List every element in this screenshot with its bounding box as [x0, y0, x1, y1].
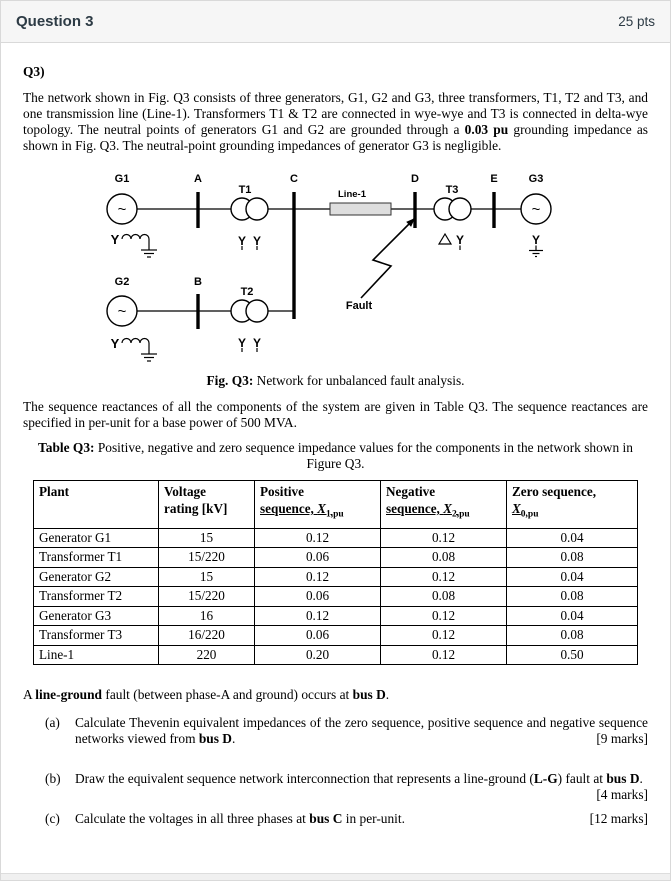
transformer-t1-symbol — [246, 198, 268, 220]
grounding-impedance-coil-icon — [122, 339, 149, 344]
cell-x2: 0.12 — [381, 606, 507, 626]
cell-plant: Generator G1 — [34, 528, 159, 548]
cell-x1: 0.06 — [255, 587, 381, 607]
question-part-c: (c) Calculate the voltages in all three phases at bus C in per-unit. [12 marks] — [45, 811, 648, 827]
label-t1: T1 — [238, 184, 251, 196]
cell-x2: 0.12 — [381, 567, 507, 587]
fault-arrow — [361, 218, 415, 298]
table-row-transformer-t2 — [34, 587, 638, 607]
question-number-label: Q3) — [23, 64, 45, 79]
wye-icon: Y — [110, 336, 119, 351]
delta-icon — [439, 234, 451, 244]
cell-x1: 0.12 — [255, 528, 381, 548]
cell-x0: 0.50 — [507, 645, 638, 665]
cell-kv: 220 — [159, 645, 255, 665]
col-header-zero-seq: Zero sequence, $X_{0,pu}$ — [507, 481, 638, 529]
label-g2: G2 — [114, 276, 129, 288]
cell-kv: 15 — [159, 567, 255, 587]
table-row-generator-g2 — [34, 567, 638, 587]
label-line-1: Line-1 — [337, 189, 366, 200]
cell-kv: 16/220 — [159, 626, 255, 646]
cell-kv: 15 — [159, 528, 255, 548]
question-header-bar — [1, 1, 670, 43]
page-bottom-strip — [1, 873, 670, 880]
label-t3: T3 — [445, 184, 458, 196]
marks-badge: [12 marks] — [589, 811, 648, 827]
question-part-b: (b) Draw the equivalent sequence network interconnection that represents a line-ground (L-G) fault at bus D. [4 marks] — [45, 771, 648, 803]
cell-x0: 0.08 — [507, 587, 638, 607]
label-bus-d: D — [410, 173, 419, 185]
label-bus-e: E — [489, 173, 498, 185]
label-bus-c: C — [289, 173, 298, 185]
col-header-plant: Plant — [34, 481, 159, 529]
marks-badge: [9 marks] — [596, 731, 648, 747]
label-g3: G3 — [528, 173, 543, 185]
question-body — [1, 43, 670, 827]
part-label: (c) — [45, 811, 60, 827]
cell-plant: Transformer T2 — [34, 587, 159, 607]
fault-note: A line-ground fault (between phase-A and ground) occurs at bus D. — [23, 687, 390, 703]
cell-plant: Generator G3 — [34, 606, 159, 626]
wye-icon: Y — [110, 232, 119, 247]
cell-x1: 0.06 — [255, 548, 381, 568]
marks-badge: [4 marks] — [596, 787, 648, 803]
line-1-symbol — [330, 203, 391, 215]
part-label: (b) — [45, 771, 61, 787]
cell-kv: 15/220 — [159, 587, 255, 607]
cell-plant: Line-1 — [34, 645, 159, 665]
cell-x2: 0.08 — [381, 548, 507, 568]
cell-x0: 0.04 — [507, 528, 638, 548]
question-title: Question 3 — [16, 13, 94, 30]
wye-icon: Y — [237, 234, 246, 248]
table-row-generator-g3 — [34, 606, 638, 626]
label-bus-b: B — [193, 276, 202, 288]
part-label: (a) — [45, 715, 60, 731]
cell-kv: 15/220 — [159, 548, 255, 568]
g3-tilde-icon: ~ — [531, 201, 540, 218]
cell-x1: 0.12 — [255, 567, 381, 587]
label-g1: G1 — [114, 173, 129, 185]
table-row-transformer-t3 — [34, 626, 638, 646]
wye-icon: Y — [531, 233, 540, 247]
cell-x0: 0.08 — [507, 626, 638, 646]
label-t2: T2 — [240, 286, 253, 298]
cell-x0: 0.04 — [507, 606, 638, 626]
wye-icon: Y — [252, 234, 261, 248]
transformer-t2-symbol — [246, 300, 268, 322]
table-row-transformer-t1 — [34, 548, 638, 568]
table-row-line-1 — [34, 645, 638, 665]
wye-icon: Y — [237, 336, 246, 350]
table-row-generator-g1 — [34, 528, 638, 548]
cell-x0: 0.08 — [507, 548, 638, 568]
network-diagram — [96, 166, 576, 366]
cell-x1: 0.12 — [255, 606, 381, 626]
cell-plant: Transformer T3 — [34, 626, 159, 646]
grounding-impedance-coil-icon — [122, 235, 149, 240]
label-fault: Fault — [345, 300, 372, 312]
question-intro: The network shown in Fig. Q3 consists of three generators, G1, G2 and G3, three transformers, T1, T2 and T3, and one transmission line (Line-1). Transformers T1 & T2 are connected in wye-wye and T3 is connected in delta-wye topology. The neutral points of generators G1 and G2 are grounded through a 0.03 pu grounding impedance as shown in Fig. Q3. The neutral-point grounding impedances of generator G3 is negligible. — [23, 90, 648, 153]
g2-tilde-icon: ~ — [117, 303, 126, 320]
col-header-voltage: Voltage rating [kV] — [159, 481, 255, 529]
cell-kv: 16 — [159, 606, 255, 626]
question-part-a: (a) Calculate Thevenin equivalent impedances of the zero sequence, positive sequence and negative sequence networks viewed from bus D. [9 marks] — [45, 715, 648, 747]
g1-tilde-icon: ~ — [117, 201, 126, 218]
cell-x2: 0.12 — [381, 645, 507, 665]
question-points: 25 pts — [618, 14, 655, 29]
wye-icon: Y — [252, 336, 261, 350]
cell-plant: Transformer T1 — [34, 548, 159, 568]
transformer-t3-symbol — [449, 198, 471, 220]
figure-container — [23, 166, 648, 371]
cell-x1: 0.20 — [255, 645, 381, 665]
figure-caption: Fig. Q3: Network for unbalanced fault analysis. — [206, 373, 465, 388]
cell-x1: 0.06 — [255, 626, 381, 646]
col-header-negative-seq: Negative sequence, $X_{2,pu}$ — [381, 481, 507, 529]
col-header-positive-seq: Positive sequence, $X_{1,pu}$ — [255, 481, 381, 529]
impedance-table — [33, 480, 638, 665]
table-intro: The sequence reactances of all the components of the system are given in Table Q3. The sequence reactances are specified in per-unit for a base power of 500 MVA. — [23, 399, 648, 430]
table-caption: Table Q3: Positive, negative and zero sequence impedance values for the components in the network shown in Figure Q3. — [38, 440, 633, 471]
cell-x2: 0.08 — [381, 587, 507, 607]
wye-icon: Y — [455, 233, 464, 247]
cell-plant: Generator G2 — [34, 567, 159, 587]
cell-x2: 0.12 — [381, 528, 507, 548]
cell-x2: 0.12 — [381, 626, 507, 646]
label-bus-a: A — [193, 173, 202, 185]
cell-x0: 0.04 — [507, 567, 638, 587]
table-header-row — [34, 481, 638, 529]
